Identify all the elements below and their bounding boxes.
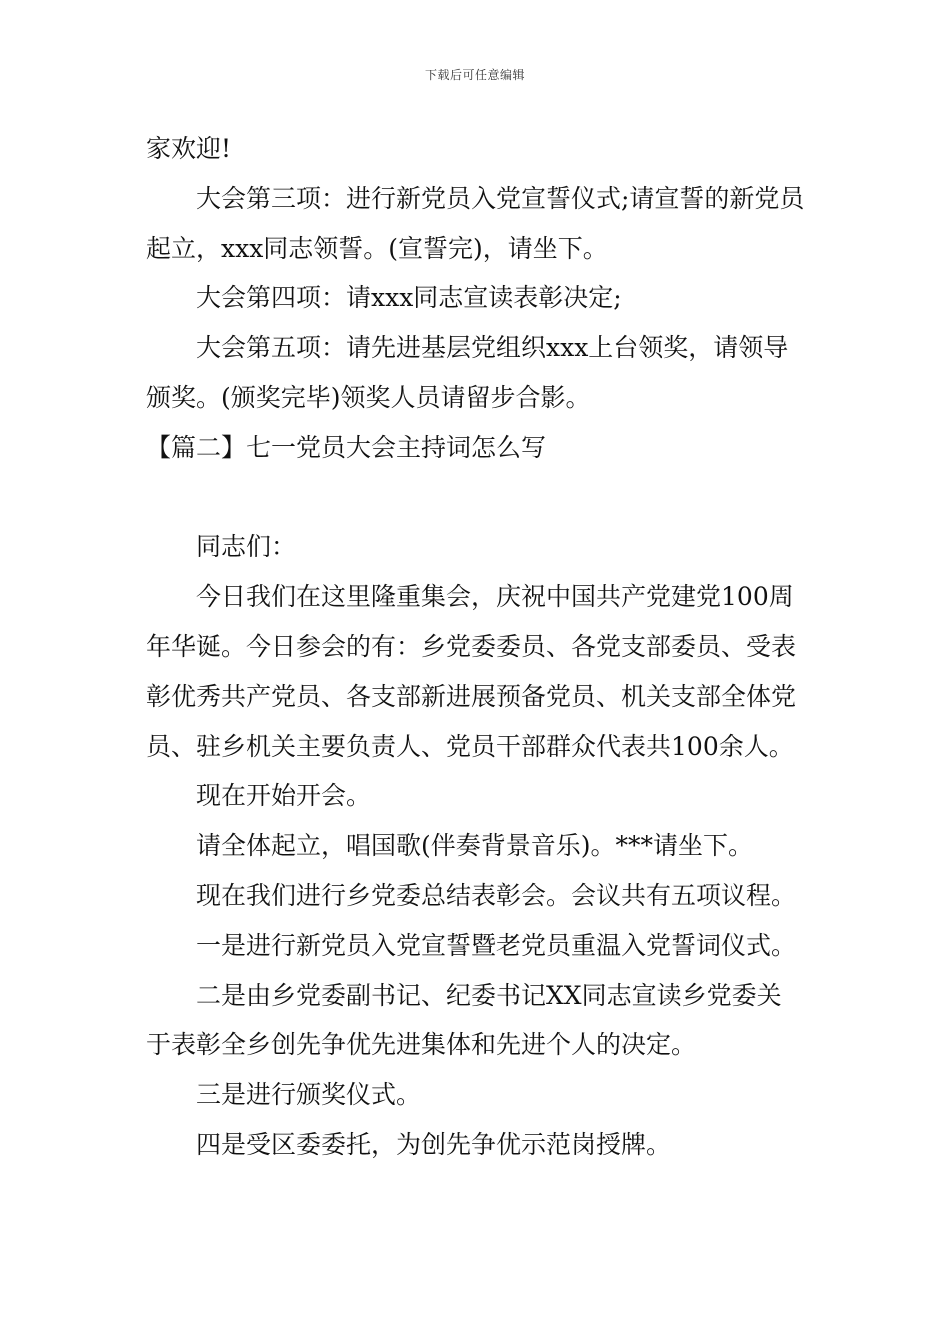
paragraph-agenda-three: 三是进行颁奖仪式。	[196, 1080, 422, 1110]
paragraph-agenda-item-5: 大会第五项：请先进基层党组织xxx上台领奖，请领导颁奖。(颁奖完毕)领奖人员请留步合影。	[146, 333, 789, 412]
paragraph-salutation: 同志们：	[196, 532, 297, 562]
paragraph-agenda-one: 一是进行新党员入党宣誓暨老党员重温入党誓词仪式。	[196, 930, 797, 960]
paragraph-agenda-item-3: 大会第三项：进行新党员入党宣誓仪式;请宣誓的新党员起立，xxx同志领誓。(宣誓完)，请坐下。	[146, 183, 805, 263]
paragraph-national-anthem: 请全体起立，唱国歌(伴奏背景音乐)。***请坐下。	[196, 831, 754, 861]
paragraph-agenda-four: 四是受区委委托，为创先争优示范岗授牌。	[196, 1129, 672, 1159]
section-title: 【篇二】七一党员大会主持词怎么写	[146, 432, 547, 462]
paragraph-agenda-item-4: 大会第四项：请xxx同志宣读表彰决定;	[196, 283, 622, 313]
document-body	[146, 124, 806, 1170]
paragraph-meeting-start: 现在开始开会。	[196, 781, 372, 811]
blank-line	[146, 473, 806, 523]
paragraph-opening: 今日我们在这里隆重集会，庆祝中国共产党建党100周年华诞。今日参会的有：乡党委委员、各党支部委员、受表彰优秀共产党员、各支部新进展预备党员、机关支部全体党员、驻乡机关主要负责人、党员干部群众代表共100余人。	[146, 582, 797, 761]
paragraph-agenda-intro: 现在我们进行乡党委总结表彰会。会议共有五项议程。	[196, 880, 797, 910]
paragraph-continuation: 家欢迎!	[146, 134, 232, 163]
paragraph-agenda-two: 二是由乡党委副书记、纪委书记XX同志宣读乡党委关于表彰全乡创先争优先进集体和先进个人的决定。	[146, 980, 782, 1060]
page-header-note: 下载后可任意编辑	[424, 68, 525, 82]
